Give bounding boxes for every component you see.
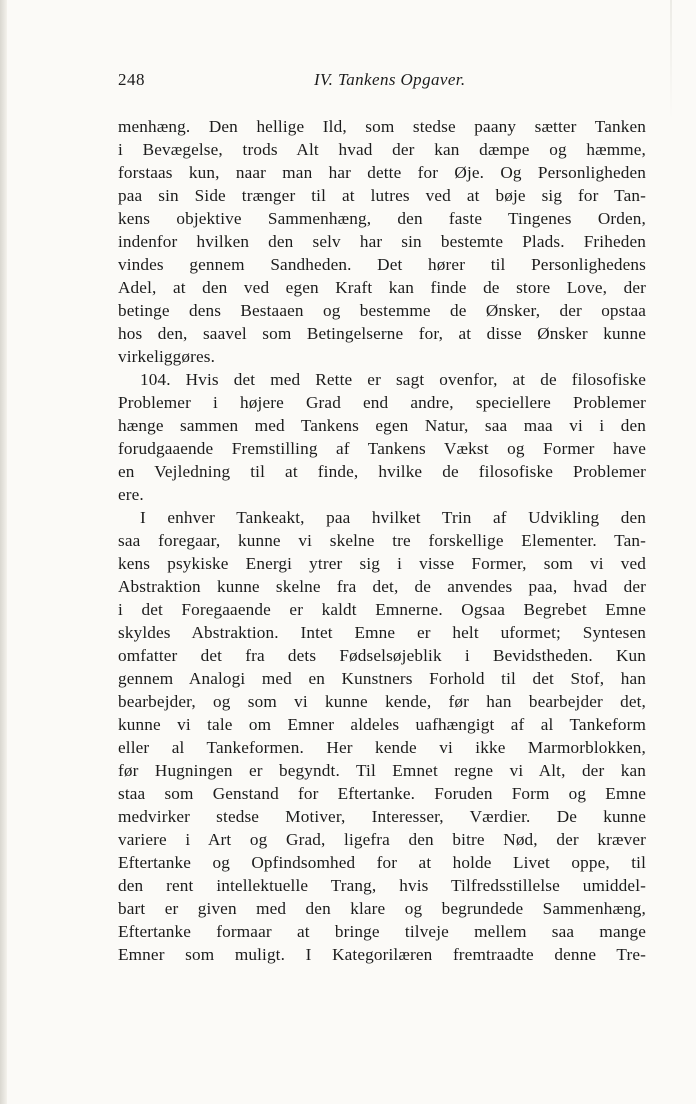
text-line: forstaas kun, naar man har dette for Øje. Og Personligheden — [118, 163, 646, 182]
page-number: 248 — [118, 70, 145, 89]
text-line: indenfor hvilken den selv har sin bestemte Plads. Friheden — [118, 232, 646, 251]
text-line: gennem Analogi med en Kunstners Forhold til det Stof, han — [118, 669, 646, 688]
text-line: forudgaaende Fremstilling af Tankens Vækst og Former have — [118, 439, 646, 458]
text-line: Abstraktion kunne skelne fra det, de anvendes paa, hvad der — [118, 577, 646, 596]
text-line: før Hugningen er begyndt. Til Emnet regne vi Alt, der kan — [118, 761, 646, 780]
page-fold-shadow — [670, 0, 672, 120]
text-line: skyldes Abstraktion. Intet Emne er helt uformet; Syntesen — [118, 623, 646, 642]
page-header — [118, 70, 646, 94]
text-line: virkeliggøres. — [118, 347, 216, 366]
text-line: medvirker stedse Motiver, Interesser, Værdier. De kunne — [118, 807, 646, 826]
text-line: staa som Genstand for Eftertanke. Foruden Form og Emne — [118, 784, 646, 803]
text-line: hos den, saavel som Betingelserne for, at disse Ønsker kunne — [118, 324, 646, 343]
text-line: kens psykiske Energi ytrer sig i visse Former, som vi ved — [118, 554, 646, 573]
text-line: ere. — [118, 485, 144, 504]
text-line: hænge sammen med Tankens egen Natur, saa maa vi i den — [118, 416, 646, 435]
text-line: Problemer i højere Grad end andre, speciellere Problemer — [118, 393, 646, 412]
text-line: bart er given med den klare og begrundede Sammenhæng, — [118, 899, 646, 918]
text-line: saa foregaar, kunne vi skelne tre forskellige Elementer. Tan- — [118, 531, 646, 550]
body-text — [118, 115, 646, 966]
text-line: Eftertanke formaar at bringe tilveje mellem saa mange — [118, 922, 646, 941]
text-line: menhæng. Den hellige Ild, som stedse paany sætter Tanken — [118, 117, 646, 136]
text-line: kens objektive Sammenhæng, den faste Tingenes Orden, — [118, 209, 646, 228]
text-line: den rent intellektuelle Trang, hvis Tilfredsstillelse umiddel- — [118, 876, 646, 895]
text-line: Emner som muligt. I Kategorilæren fremtraadte denne Tre- — [118, 945, 646, 964]
text-line: vindes gennem Sandheden. Det hører til Personlighedens — [118, 255, 646, 274]
text-line: eller al Tankeformen. Her kende vi ikke Marmorblokken, — [118, 738, 646, 757]
running-head: IV. Tankens Opgaver. — [314, 70, 466, 89]
text-line: paa sin Side trænger til at lutres ved at bøje sig for Tan- — [118, 186, 646, 205]
paragraph-start-line: I enhver Tankeakt, paa hvilket Trin af Udvikling den — [140, 508, 646, 527]
text-line: Eftertanke og Opfindsomhed for at holde Livet oppe, til — [118, 853, 646, 872]
text-line: kunne vi tale om Emner aldeles uafhængigt af al Tankeform — [118, 715, 646, 734]
text-line: omfatter det fra dets Fødselsøjeblik i Bevidstheden. Kun — [118, 646, 646, 665]
text-line: i det Foregaaende er kaldt Emnerne. Ogsaa Begrebet Emne — [118, 600, 646, 619]
text-line: i Bevægelse, trods Alt hvad der kan dæmpe og hæmme, — [118, 140, 646, 159]
text-line: betinge dens Bestaaen og bestemme de Ønsker, der opstaa — [118, 301, 646, 320]
text-line: variere i Art og Grad, ligefra den bitre Nød, der kræver — [118, 830, 646, 849]
text-line: Adel, at den ved egen Kraft kan finde de store Love, der — [118, 278, 646, 297]
section-start-line: 104. Hvis det med Rette er sagt ovenfor, at de filosofiske — [140, 370, 646, 389]
page-edge — [0, 0, 7, 1104]
text-line: en Vejledning til at finde, hvilke de filosofiske Problemer — [118, 462, 646, 481]
text-line: bearbejder, og som vi kunne kende, før han bearbejder det, — [118, 692, 646, 711]
